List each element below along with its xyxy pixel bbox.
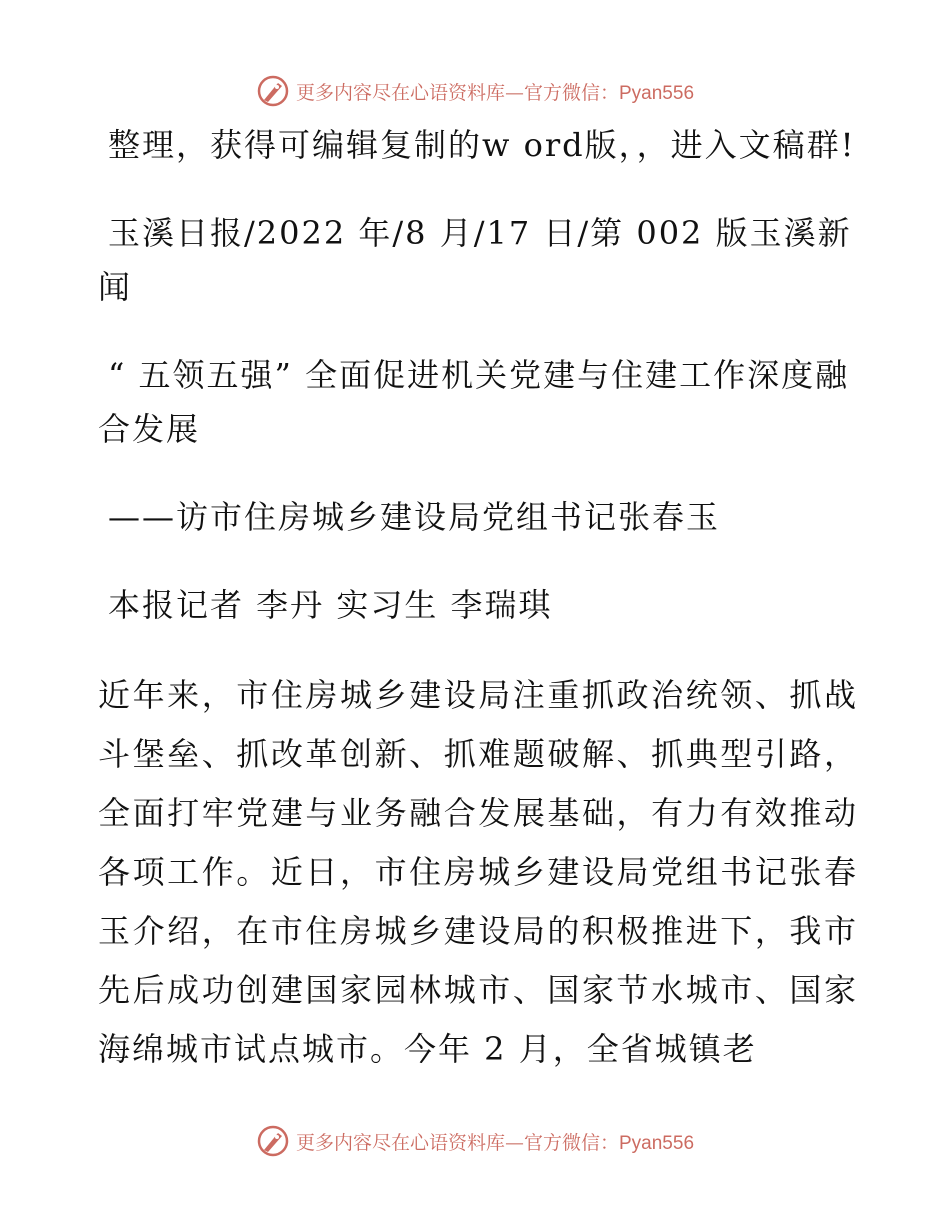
article-body: 近年来，市住房城乡建设局注重抓政治统领、抓战斗堡垒、抓改革创新、抓难题破解、抓典型引路，全面打牢党建与业务融合发展基础，有力有效推动各项工作。近日，市住房城乡建设局党组书记张春玉介绍，在市住房城乡建设局的积极推进下，我市先后成功创建国家园林城市、国家节水城市、国家海绵城市试点城市。今年 2 月，全省城镇老 [98,676,858,1068]
article-subtitle: ——访市住房城乡建设局党组书记张春玉 [108,498,721,536]
document-body [98,118,858,1079]
pen-logo-icon [256,1124,290,1158]
watermark-main: 更多内容尽在心语资料库 [295,81,505,104]
watermark-main: 更多内容尽在心语资料库 [295,1131,505,1154]
intro-paragraph: 整理，获得可编辑复制的w ord版，，进入文稿群! [108,126,856,164]
watermark-text [296,78,694,105]
article-title: “ 五领五强” 全面促进机关党建与住建工作深度融合发展 [98,356,850,448]
watermark-separator: — [505,81,524,104]
pen-logo-icon [256,74,290,108]
watermark-wechat: 官方微信：Pyan556 [524,82,695,104]
watermark-separator: — [505,1131,524,1154]
byline: 本报记者 李丹 实习生 李瑞琪 [108,586,553,624]
source-line: 玉溪日报/2022 年/8 月/17 日/第 002 版玉溪新闻 [98,214,852,306]
header-watermark [0,74,950,108]
footer-watermark [0,1124,950,1158]
watermark-text [296,1128,694,1155]
watermark-wechat: 官方微信：Pyan556 [524,1132,695,1154]
